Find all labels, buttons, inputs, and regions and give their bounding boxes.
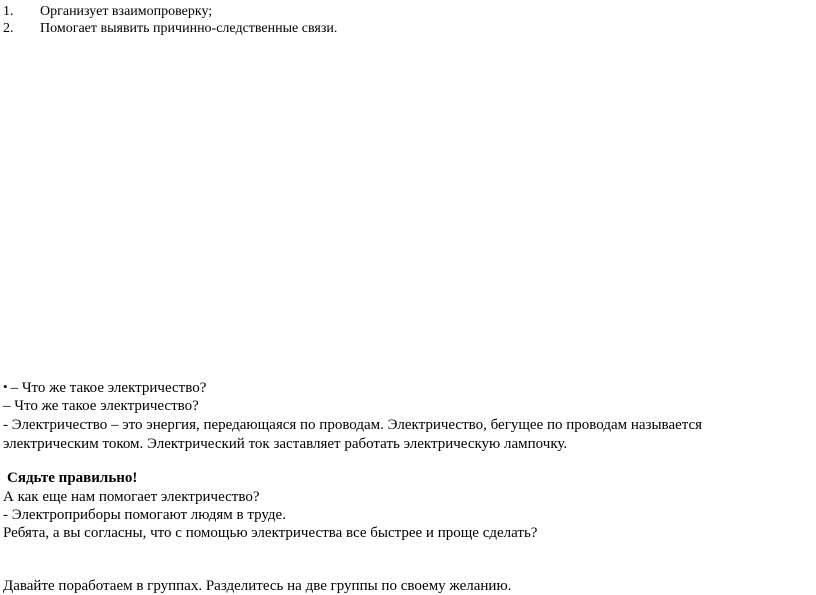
- question-2-line: А как еще нам помогает электричество?: [3, 489, 260, 505]
- sit-properly-heading: Сядьте правильно!: [7, 470, 138, 486]
- groups-line: Давайте поработаем в группах. Разделитесь на две группы по своему желанию.: [3, 578, 512, 594]
- list-item-text: Организует взаимопроверку;: [40, 4, 213, 19]
- answer-line-2: электрическим током. Электрический ток заставляет работать электрическую лампочку.: [3, 436, 568, 452]
- list-item: [3, 3, 212, 20]
- list-item: [3, 20, 337, 37]
- question-line: – Что же такое электричество?: [3, 398, 199, 414]
- bullet-icon: •: [3, 379, 8, 394]
- list-item-number: 2.: [3, 21, 14, 36]
- bullet-question-text: – Что же такое электричество?: [10, 380, 207, 396]
- follow-up-line: Ребята, а вы согласны, что с помощью электричества все быстрее и проще сделать?: [3, 525, 538, 541]
- list-item-text: Помогает выявить причинно-следственные связи.: [40, 21, 338, 36]
- answer-2-line: - Электроприборы помогают людям в труде.: [3, 507, 286, 523]
- answer-line-1: - Электричество – это энергия, передающаяся по проводам. Электричество, бегущее по проводам называется: [3, 417, 703, 433]
- bullet-question-line: [3, 379, 206, 397]
- list-item-number: 1.: [3, 4, 14, 19]
